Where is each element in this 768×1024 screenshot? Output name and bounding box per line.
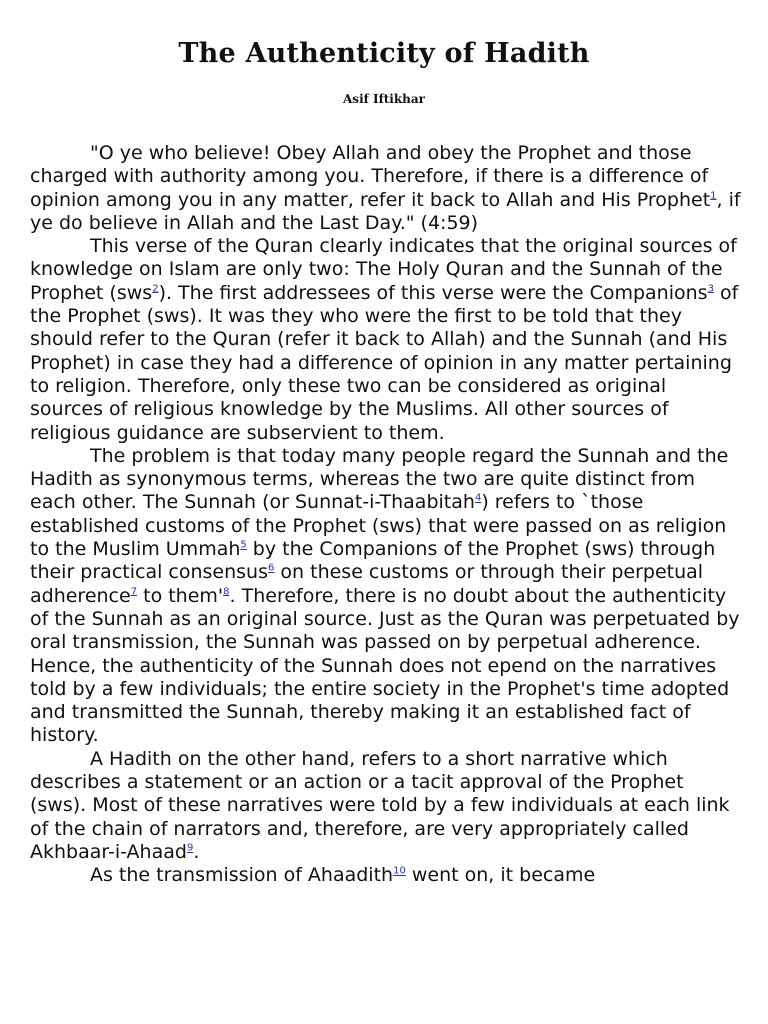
document-title: The Authenticity of Hadith <box>178 38 590 69</box>
footnote-link[interactable]: 3 <box>707 283 714 295</box>
paragraph-text: ) refers to `those established customs of the Prophet (sws) that were passed on as religion to the Muslim Ummah <box>30 491 727 561</box>
paragraph-1 <box>30 142 742 235</box>
paragraph-4 <box>30 748 742 864</box>
footnote-link[interactable]: 8 <box>223 586 230 598</box>
paragraph-text: "O ye who believe! Obey Allah and obey the Prophet and those charged with authority among you. Therefore, if there is a difference of opinion among you in any matter, refer it back to Allah and His Prophet <box>30 142 711 211</box>
paragraph-text: As the transmission of Ahaadith <box>90 864 394 887</box>
footnote-link[interactable]: 1 <box>710 190 717 202</box>
document-author: Asif Iftikhar <box>343 92 425 106</box>
footnote-link[interactable]: 10 <box>393 865 406 877</box>
paragraph-text: The problem is that today many people regard the Sunnah and the Hadith as synonymous terms, whereas the two are quite distinct from each other. The Sunnah (or Sunnat-i-Thaabitah <box>30 444 729 514</box>
footnote-link[interactable]: 2 <box>152 283 159 295</box>
paragraph-text: of the Prophet (sws). It was they who were the first to be told that they should refer to the Quran (refer it back to Allah) and the Sunnah (and His Prophet) in case they had a difference of opinion in any matter pertaining to religion. Therefore, only these two can be considered as original sources of religious knowledge by the Muslims. All other sources of religious guidance are subservient to them. <box>30 281 739 444</box>
paragraph-text: A Hadith on the other hand, refers to a short narrative which describes a statement or an action or a tacit approval of the Prophet (sws). Most of these narratives were told by a few individuals at each link of the chain of narrators and, therefore, are very appropriately called Akhbaar-i-Ahaad <box>30 747 730 863</box>
paragraph-text: on these customs or through their perpetual adherence <box>30 561 704 607</box>
paragraph-text: by the Companions of the Prophet (sws) through their practical consensus <box>30 538 716 584</box>
document-body <box>30 142 742 888</box>
footnote-link[interactable]: 9 <box>186 842 194 854</box>
paragraph-text: went on, it became <box>405 864 596 887</box>
footnote-link[interactable]: 7 <box>130 586 138 598</box>
footnote-link[interactable]: 5 <box>240 539 247 551</box>
paragraph-5 <box>30 864 742 887</box>
paragraph-text: This verse of the Quran clearly indicates that the original sources of knowledge on Islam are only two: The Holy Quran and the Sunnah of the Prophet (sws <box>30 235 737 304</box>
paragraph-text: ). The first addressees of this verse were the Companions <box>158 281 708 304</box>
footnote-link[interactable]: 4 <box>474 493 482 505</box>
footnote-ref-10 <box>393 866 406 877</box>
paragraph-2 <box>30 235 742 445</box>
paragraph-text: to them' <box>137 584 224 607</box>
footnote-link[interactable]: 6 <box>268 563 275 575</box>
paragraph-text: . <box>193 840 200 863</box>
paragraph-text: . Therefore, there is no doubt about the authenticity of the Sunnah as an original source. Just as the Quran was perpetuated by oral transmission, the Sunnah was passed on by perpetual adherence. Hence, the authenticity of the Sunnah does not epend on the narratives told by a few individuals; the entire society in the Prophet's time adopted and transmitted the Sunnah, thereby making it an established fact of history. <box>30 584 740 747</box>
paragraph-text: , if ye do believe in Allah and the Last Day." (4:59) <box>30 188 741 234</box>
paragraph-3 <box>30 445 742 748</box>
